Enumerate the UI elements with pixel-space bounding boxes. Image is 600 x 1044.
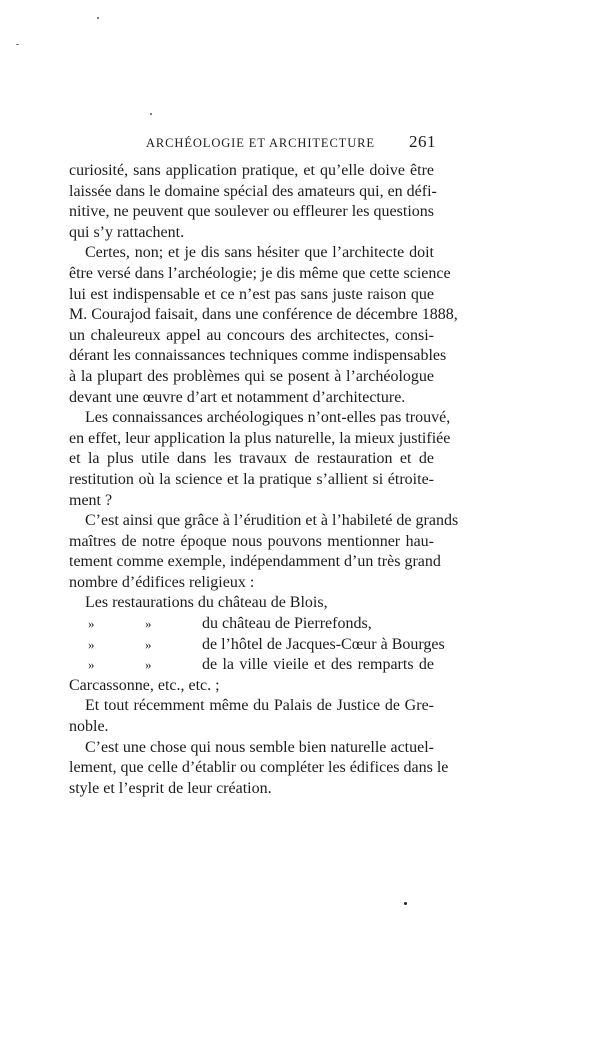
text-line: un chaleureux appel au concours des architectes, consi-: [69, 326, 434, 344]
paragraph-3: [69, 408, 451, 511]
list-item: [69, 614, 434, 635]
ditto-mark: »: [88, 616, 95, 632]
text-line: C’est ainsi que grâce à l’érudition et à l’habileté de grands: [85, 512, 459, 530]
scan-speck: [150, 113, 152, 115]
ditto-mark: »: [88, 657, 95, 673]
list-item-text: du château de Pierrefonds,: [202, 615, 372, 633]
paragraph-1: [69, 161, 437, 243]
page-number: 261: [409, 132, 436, 151]
list-item-text: de l’hôtel de Jacques-Cœur à Bourges: [202, 635, 445, 653]
text-line: laissée dans le domaine spécial des amateurs qui, en défi-: [69, 182, 437, 200]
list-item: [69, 655, 434, 676]
text-line: devant une œuvre d’art et notamment d’architecture.: [69, 388, 406, 406]
text-line: Et tout récemment même du Palais de Justice de Gre-: [85, 697, 434, 715]
text-line: C’est une chose qui nous semble bien naturelle actuel-: [85, 738, 434, 756]
text-line: lement, que celle d’établir ou compléter les édifices dans le: [69, 759, 449, 777]
text-line: Les connaissances archéologiques n’ont-elles pas trouvé,: [85, 409, 451, 427]
text-line: restitution où la science et la pratique s’allient si étroite-: [69, 470, 434, 488]
ditto-mark: »: [145, 616, 152, 632]
text-line: style et l’esprit de leur création.: [69, 779, 272, 797]
text-line: lui est indispensable et ce n’est pas sans juste raison que: [69, 285, 434, 303]
text-line: en effet, leur application la plus naturelle, la mieux justifiée: [69, 429, 451, 447]
paragraph-5: [69, 696, 434, 737]
scan-speck: [97, 17, 99, 19]
text-line: et la plus utile dans les travaux de restauration et de: [69, 450, 434, 468]
text-line: curiosité, sans application pratique, et qu’elle doive être: [69, 162, 434, 179]
text-line: ment ?: [69, 491, 113, 509]
ditto-mark: »: [88, 636, 95, 652]
ditto-mark: »: [145, 636, 152, 652]
text-line: être versé dans l’archéologie; je dis même que cette science: [69, 264, 451, 282]
text-line: dérant les connaissances techniques comme indispensables: [69, 347, 447, 365]
text-line: nitive, ne peuvent que soulever ou effleurer les questions: [69, 203, 434, 221]
restorations-list: [69, 593, 445, 696]
list-item: [69, 635, 445, 656]
text-line: Certes, non; et je dis sans hésiter que l’architecte doit: [85, 244, 434, 262]
list-end: Carcassonne, etc., etc. ;: [69, 676, 220, 694]
text-line: noble.: [69, 718, 109, 736]
text-line: à la plupart des problèmes qui se posent à l’archéologue: [69, 367, 434, 385]
page-header: [146, 132, 436, 154]
paragraph-4: [69, 511, 459, 593]
list-intro: Les restaurations du château de Blois,: [85, 594, 328, 612]
text-line: maîtres de notre époque nous pouvons mentionner hau-: [69, 532, 434, 550]
text-line: M. Courajod faisait, dans une conférence de décembre 1888,: [69, 306, 458, 324]
paragraph-2: [69, 243, 458, 408]
scan-speck: [16, 44, 19, 45]
text-line: tement comme exemple, indépendamment d’un très grand: [69, 553, 441, 571]
list-item-text: de la ville vieile et des remparts de: [202, 656, 434, 674]
running-head: ARCHÉOLOGIE ET ARCHITECTURE: [146, 136, 375, 150]
paragraph-6: [69, 738, 449, 800]
text-line: qui s’y rattachent.: [69, 223, 185, 241]
ditto-mark: »: [145, 657, 152, 673]
scan-speck: [404, 902, 407, 905]
body-text: [69, 161, 459, 799]
text-line: nombre d’édifices religieux :: [69, 573, 255, 591]
